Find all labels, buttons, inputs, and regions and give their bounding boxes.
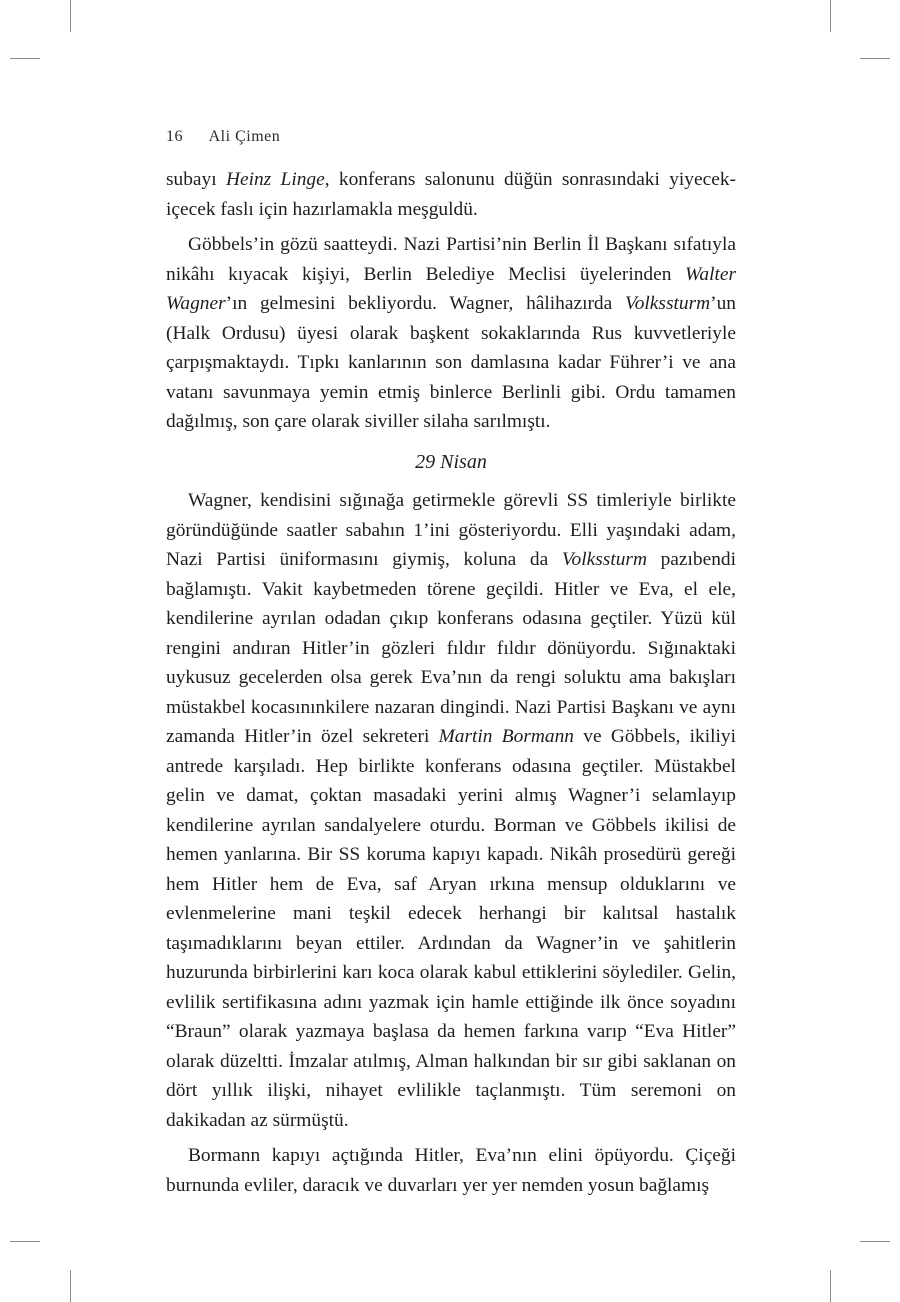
crop-mark — [860, 1241, 890, 1242]
page-number: 16 — [166, 128, 183, 145]
paragraph: subayı Heinz Linge, konferans salonunu düğün sonrasındaki yiyecek-içecek faslı için hazırlamakla meşguldü. — [166, 169, 736, 220]
paragraph: Wagner, kendisini sığınağa getirmekle görevli SS timleriyle birlikte göründüğünde saatler sabahın 1’ini gösteriyordu. Elli yaşındaki adam, Nazi Partisi üniformasını giymiş, koluna da Volkssturm pazıbendi bağlamıştı. Vakit kaybetmeden törene geçildi. Hitler ve Eva, el ele, kendilerine ayrılan odadan çıkıp konferans odasına geçtiler. Yüzü kül rengini andıran Hitler’in gözleri fıldır fıldır dönüyordu. Sığınaktaki uykusuz gecelerden olsa gerek Eva’nın da rengi soluktu ama bakışları müstakbel kocasınınkilere nazaran dingindi. Nazi Partisi Başkanı ve aynı zamanda Hitler’in özel sekreteri Martin Bormann ve Göbbels, ikiliyi antrede karşıladı. Hep birlikte konferans odasına geçtiler. Müstakbel gelin ve damat, çoktan masadaki yerini almış Wagner’i selamlayıp kendilerine ayrılan sandalyelere oturdu. Borman ve Göbbels ikilisi de hemen yanlarına. Bir SS koruma kapıyı kapadı. Nikâh prosedürü gereği hem Hitler hem de Eva, saf Aryan ırkına mensup olduklarını ve evlenmelerine mani teşkil edecek herhangi bir kalıtsal hastalık taşımadıklarını beyan ettiler. Ardından da Wagner’in ve şahitlerin huzurunda birbirlerini karı koca olarak kabul ettiklerini söylediler. Gelin, evlilik sertifikasına adını yazmak için hamle ettiğinde ilk önce soyadını “Braun” olarak yazmaya başlasa da hemen farkına varıp “Eva Hitler” olarak düzeltti. İmzalar atılmış, Alman halkından bir sır gibi saklanan on dört yıllık ilişki, nihayet evlilikle taçlanmıştı. Tüm seremoni on dakikadan az sürmüştü. — [166, 490, 736, 1131]
crop-mark — [860, 58, 890, 59]
running-header — [166, 128, 280, 146]
crop-mark — [830, 0, 831, 32]
italic-name: Heinz Linge — [225, 169, 325, 190]
crop-mark — [830, 1270, 831, 1302]
author-name: Ali Çimen — [208, 128, 281, 145]
paragraph: Bormann kapıyı açtığında Hitler, Eva’nın elini öpüyordu. Çiçeği burnunda evliler, daracık ve duvarları yer yer nemden yosun bağlamış — [166, 1145, 736, 1196]
italic-name: Martin Bormann — [438, 726, 574, 747]
paragraph: Göbbels’in gözü saatteydi. Nazi Partisi’nin Berlin İl Başkanı sıfatıyla nikâhı kıyacak kişiyi, Berlin Belediye Meclisi üyelerinden Walter Wagner’ın gelmesini bekliyordu. Wagner, hâlihazırda Volkssturm’un (Halk Ordusu) üyesi olarak başkent sokaklarında Rus kuvvetleriyle çarpışmaktaydı. Tıpkı kanlarının son damlasına kadar Führer’i ve ana vatanı savunmaya yemin etmiş binlerce Berlinli gibi. Ordu tamamen dağılmış, son çare olarak siviller silaha sarılmıştı. — [166, 234, 736, 432]
italic-name: Volkssturm — [625, 293, 711, 314]
crop-mark — [70, 1270, 71, 1302]
section-date-heading: 29 Nisan — [415, 450, 487, 473]
italic-name: Walter Wagner — [166, 263, 736, 314]
book-body-text — [166, 165, 736, 1200]
crop-mark — [70, 0, 71, 32]
crop-mark — [10, 1241, 40, 1242]
italic-name: Volkssturm — [561, 549, 647, 570]
crop-mark — [10, 58, 40, 59]
